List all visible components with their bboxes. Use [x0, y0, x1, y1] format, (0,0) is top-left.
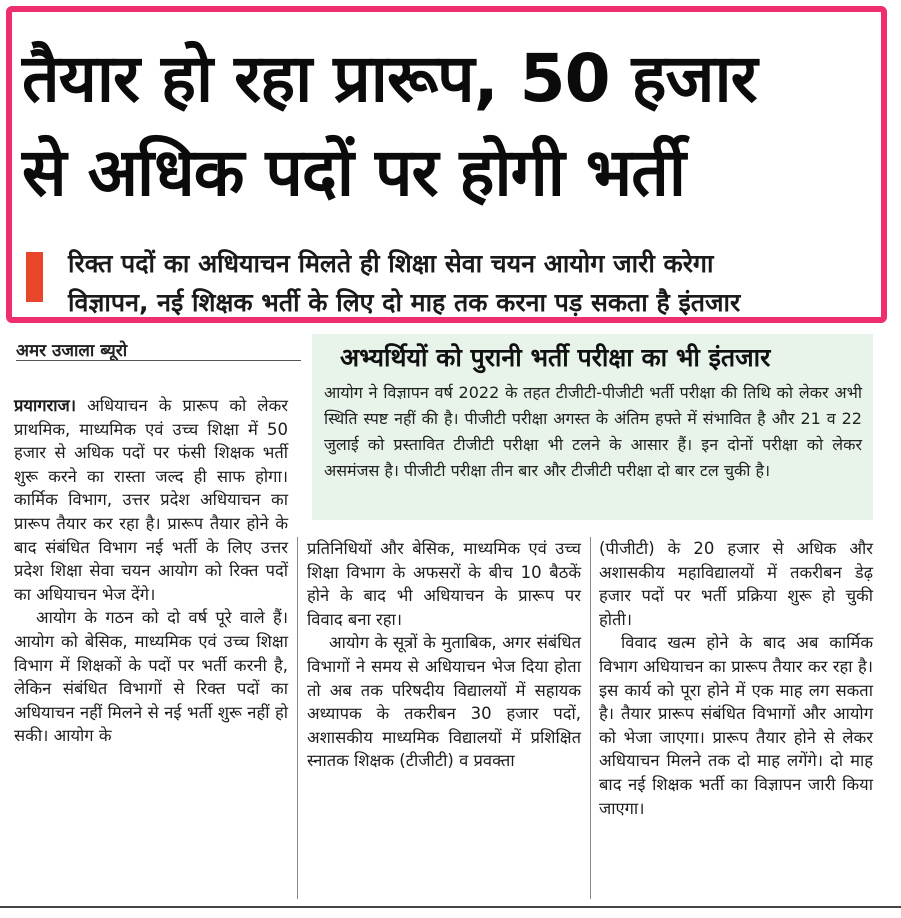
article-paragraph: आयोग के सूत्रों के मुताबिक, अगर संबंधित विभागों ने समय से अधियाचन भेज दिया होता तो अब तक परिषदीय विद्यालयों में सहायक अध्यापक के तकरीबन 30 हजार पदों, अशासकीय माध्यमिक विद्यालयों में प्रशिक्षित स्नातक शिक्षक (टीजीटी) व प्रवक्ता: [307, 633, 581, 771]
article-paragraph: विवाद खत्म होने के बाद अब कार्मिक विभाग अधियाचन का प्रारूप तैयार कर रहा है। इस कार्य को पूरा होने में एक माह लग सकता है। तैयार प्रारूप संबंधित विभागों और आयोग को भेजा जाएगा। प्रारूप तैयार होने से लेकर अधियाचन मिलने तक दो माह लगेंगे। दो माह बाद नई शिक्षक भर्ती का विज्ञापन जारी किया जाएगा।: [599, 633, 873, 818]
subheadline: [68, 244, 888, 322]
byline: अमर उजाला ब्यूरो: [16, 341, 128, 361]
paragraph-text: अधियाचन के प्रारूप को लेकर प्राथमिक, माध्यमिक एवं उच्च शिक्षा में 50 हजार से अधिक पदों पर फंसी शिक्षक भर्ती शुरू करने का रास्ता जल्द ही साफ होगा। कार्मिक विभाग, उत्तर प्रदेश अधियाचन का प्रारूप तैयार कर रहा है। प्रारूप तैयार होने के बाद संबंधित विभाग नई भर्ती के लिए उत्तर प्रदेश शिक्षा सेवा चयन आयोग को रिक्त पदों का अधियाचन भेज देंगे।: [14, 396, 288, 604]
boxout-title: अभ्यर्थियों को पुरानी भर्ती परीक्षा का भी इंतजार: [340, 343, 771, 372]
headline: [22, 32, 882, 220]
byline-rule: [16, 360, 301, 361]
article-paragraph: [14, 394, 288, 606]
article-column-2: [307, 537, 581, 773]
bottom-rule: [0, 906, 901, 908]
dateline: प्रयागराज।: [14, 396, 77, 415]
column-rule-2: [590, 537, 591, 899]
article-column-1: [14, 394, 288, 748]
subheadline-marker: [26, 252, 43, 302]
boxout-text: आयोग ने विज्ञापन वर्ष 2022 के तहत टीजीटी-पीजीटी भर्ती परीक्षा की तिथि को लेकर अभी स्थिति स्पष्ट नहीं की है। पीजीटी परीक्षा अगस्त के अंतिम हफ्ते में संभावित है और 21 व 22 जुलाई को प्रस्तावित टीजीटी परीक्षा भी टलने के आसार हैं। इन दोनों परीक्षा को लेकर असमंजस है। पीजीटी परीक्षा तीन बार और टीजीटी परीक्षा दो बार टल चुकी है।: [324, 383, 862, 480]
article-paragraph: आयोग के गठन को दो वर्ष पूरे वाले हैं। आयोग को बेसिक, माध्यमिक एवं उच्च शिक्षा विभाग में शिक्षकों के पदों पर भर्ती करनी है, लेकिन संबंधित विभागों से रिक्त पदों का अधियाचन नहीं मिलने से नई भर्ती शुरू नहीं हो सकी। आयोग के: [14, 608, 288, 746]
headline-line-1: तैयार हो रहा प्रारूप, 50 हजार: [22, 40, 757, 117]
subheadline-line-2: विज्ञापन, नई शिक्षक भर्ती के लिए दो माह तक करना पड़ सकता है इंतजार: [68, 288, 741, 317]
article-paragraph: (पीजीटी) के 20 हजार से अधिक और अशासकीय महाविद्यालयों में तकरीबन डेढ़ हजार पदों पर भर्ती प्रक्रिया शुरू हो चुकी होती।: [599, 539, 873, 629]
subheadline-line-1: रिक्त पदों का अधियाचन मिलते ही शिक्षा सेवा चयन आयोग जारी करेगा: [68, 249, 714, 278]
article-paragraph: प्रतिनिधियों और बेसिक, माध्यमिक एवं उच्च शिक्षा विभाग के अफसरों के बीच 10 बैठकें होने के बाद भी अधियाचन के प्रारूप पर विवाद बना रहा।: [307, 539, 581, 629]
sidebar-boxout: [312, 334, 873, 520]
headline-line-2: से अधिक पदों पर होगी भर्ती: [22, 134, 685, 211]
headline-box: [6, 6, 887, 323]
column-rule-1: [297, 537, 298, 899]
article-column-3: [599, 537, 873, 820]
